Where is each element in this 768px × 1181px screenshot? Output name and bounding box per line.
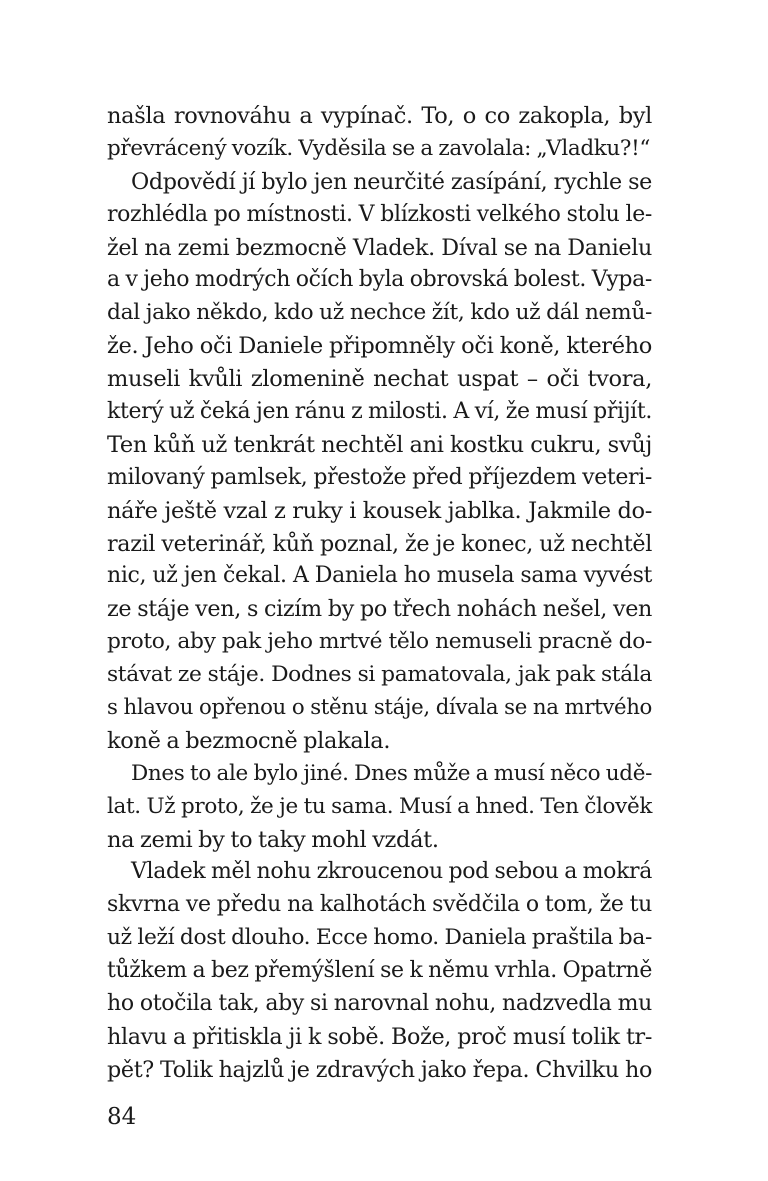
paragraph	[107, 856, 652, 1086]
text-line: a v jeho modrých očích byla obrovská bolest. Vypa-	[107, 267, 652, 293]
text-line: razil veterinář, kůň poznal, že je konec, už nechtěl	[107, 530, 652, 557]
text-line: museli kvůli zlomenině nechat uspat – oči tvora,	[107, 366, 652, 393]
text-line: který už čeká jen ránu z milosti. A ví, že musí přijít.	[107, 399, 652, 425]
text-line: ze stáje ven, s cizím by po třech nohách nešel, ven	[107, 596, 652, 623]
text-line: náře ještě vzal z ruky i kousek jablka. Jakmile do-	[107, 497, 652, 524]
text-line: rozhlédla po místnosti. V blízkosti velkého stolu le-	[107, 201, 652, 227]
text-line: Odpovědí jí bylo jen neurčité zasípání, rychle se	[131, 168, 652, 195]
text-line: tůžkem a bez přemýšlení se k němu vrhla. Opatrně	[107, 958, 652, 984]
text-line: dal jako někdo, kdo už nechce žít, kdo už dál nemů-	[107, 300, 652, 326]
text-line: lat. Už proto, že je tu sama. Musí a hned. Ten člověk	[107, 793, 652, 819]
text-line: že. Jeho oči Daniele připomněly oči koně, kterého	[107, 333, 652, 360]
paragraph	[107, 166, 652, 758]
text-line: skvrna ve předu na kalhotách svědčila o tom, že tu	[107, 892, 652, 918]
text-line: hlavu a přitiskla ji k sobě. Bože, proč musí tolik tr-	[107, 1023, 652, 1050]
paragraph	[107, 100, 652, 166]
text-line: stávat ze stáje. Dodnes si pamatovala, jak pak stála	[107, 662, 652, 688]
text-line: Vladek měl nohu zkroucenou pod sebou a mokrá	[131, 859, 652, 885]
text-line: převrácený vozík. Vyděsila se a zavolala: „Vladku?!“	[107, 135, 651, 161]
text-line: s hlavou opřenou o stěnu stáje, dívala se na mrtvého	[107, 695, 652, 721]
body-text	[107, 100, 652, 1087]
text-line: Ten kůň už tenkrát nechtěl ani kostku cukru, svůj	[107, 431, 652, 458]
page-number: 84	[107, 1104, 137, 1130]
text-line: koně a bezmocně plakala.	[107, 727, 391, 754]
text-line: žel na zemi bezmocně Vladek. Díval se na Danielu	[107, 234, 652, 261]
text-line: pět? Tolik hajzlů je zdravých jako řepa. Chvilku ho	[107, 1056, 652, 1083]
text-line: nic, už jen čekal. A Daniela ho musela sama vyvést	[107, 563, 652, 589]
text-line: už leží dost dlouho. Ecce homo. Daniela praštila ba-	[107, 925, 652, 951]
text-line: našla rovnováhu a vypínač. To, o co zakopla, byl	[107, 103, 652, 129]
text-line: Dnes to ale bylo jiné. Dnes může a musí něco udě-	[131, 760, 652, 786]
text-line: na zemi by to taky mohl vzdát.	[107, 826, 439, 853]
text-line: proto, aby pak jeho mrtvé tělo nemuseli pracně do-	[107, 629, 652, 655]
text-line: ho otočila tak, aby si narovnal nohu, nadzvedla mu	[107, 991, 652, 1017]
text-line: milovaný pamlsek, přestože před příjezdem veteri-	[107, 464, 652, 490]
paragraph	[107, 758, 652, 857]
